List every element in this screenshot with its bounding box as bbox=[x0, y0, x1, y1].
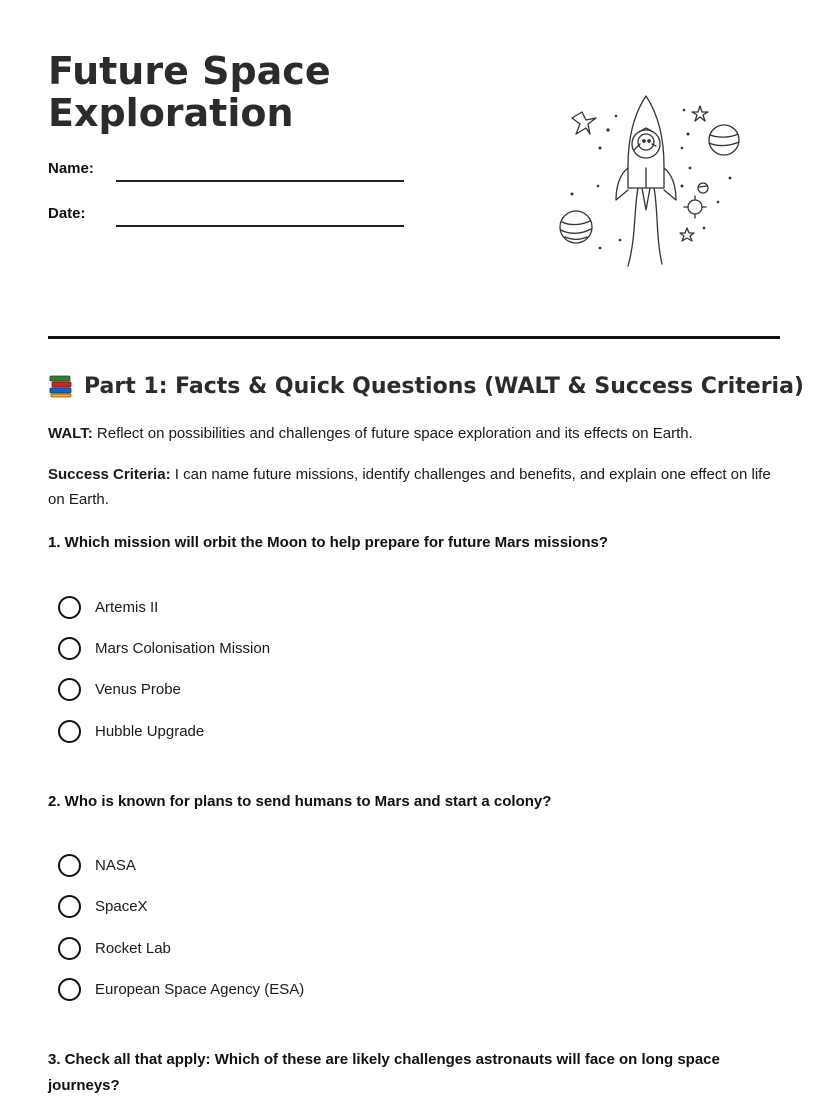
part1-heading bbox=[48, 373, 804, 399]
walt-text: Reflect on possibilities and challenges of future space exploration and its effects on Earth. bbox=[96, 425, 693, 442]
q1-option-4[interactable] bbox=[58, 720, 204, 743]
books-icon bbox=[48, 373, 74, 399]
success-criteria-text: I can name future missions, identify challenges and benefits, and explain one effect on life on Earth. bbox=[48, 466, 771, 508]
radio-button[interactable] bbox=[58, 937, 81, 960]
radio-button[interactable] bbox=[58, 854, 81, 877]
question-3: 3. Check all that apply: Which of these are likely challenges astronauts will face on long space journeys? bbox=[48, 1051, 720, 1094]
rocket-astronaut-planets-icon bbox=[550, 88, 750, 273]
page-title: Future Space Exploration bbox=[48, 49, 331, 135]
radio-button[interactable] bbox=[58, 596, 81, 619]
part1-heading-text: Part 1: Facts & Quick Questions (WALT & Success Criteria) bbox=[84, 373, 804, 399]
q2-option-2[interactable] bbox=[58, 895, 148, 918]
option-label: Mars Colonisation Mission bbox=[95, 640, 271, 657]
date-label: Date: bbox=[48, 205, 86, 222]
name-field[interactable] bbox=[116, 180, 404, 182]
radio-button[interactable] bbox=[58, 678, 81, 701]
option-label: Artemis II bbox=[95, 599, 159, 616]
option-label: SpaceX bbox=[95, 898, 148, 915]
name-label: Name: bbox=[48, 160, 94, 177]
option-label: Rocket Lab bbox=[95, 940, 171, 957]
walt-paragraph bbox=[48, 421, 788, 446]
question-1: 1. Which mission will orbit the Moon to help prepare for future Mars missions? bbox=[48, 534, 609, 551]
q2-option-4[interactable] bbox=[58, 978, 304, 1001]
success-criteria-label: Success Criteria: bbox=[48, 466, 171, 483]
q1-option-1[interactable] bbox=[58, 596, 158, 619]
q1-option-2[interactable] bbox=[58, 637, 270, 660]
option-label: European Space Agency (ESA) bbox=[95, 981, 305, 998]
walt-label: WALT: bbox=[48, 425, 93, 442]
radio-button[interactable] bbox=[58, 895, 81, 918]
option-label: Hubble Upgrade bbox=[95, 723, 205, 740]
q2-option-3[interactable] bbox=[58, 937, 171, 960]
radio-button[interactable] bbox=[58, 720, 81, 743]
option-label: NASA bbox=[95, 857, 136, 874]
radio-button[interactable] bbox=[58, 637, 81, 660]
radio-button[interactable] bbox=[58, 978, 81, 1001]
option-label: Venus Probe bbox=[95, 681, 181, 698]
date-field[interactable] bbox=[116, 225, 404, 227]
q2-option-1[interactable] bbox=[58, 854, 136, 877]
q1-option-3[interactable] bbox=[58, 678, 181, 701]
success-criteria-paragraph bbox=[48, 462, 788, 512]
question-2: 2. Who is known for plans to send humans to Mars and start a colony? bbox=[48, 793, 552, 810]
section-divider bbox=[48, 336, 780, 339]
